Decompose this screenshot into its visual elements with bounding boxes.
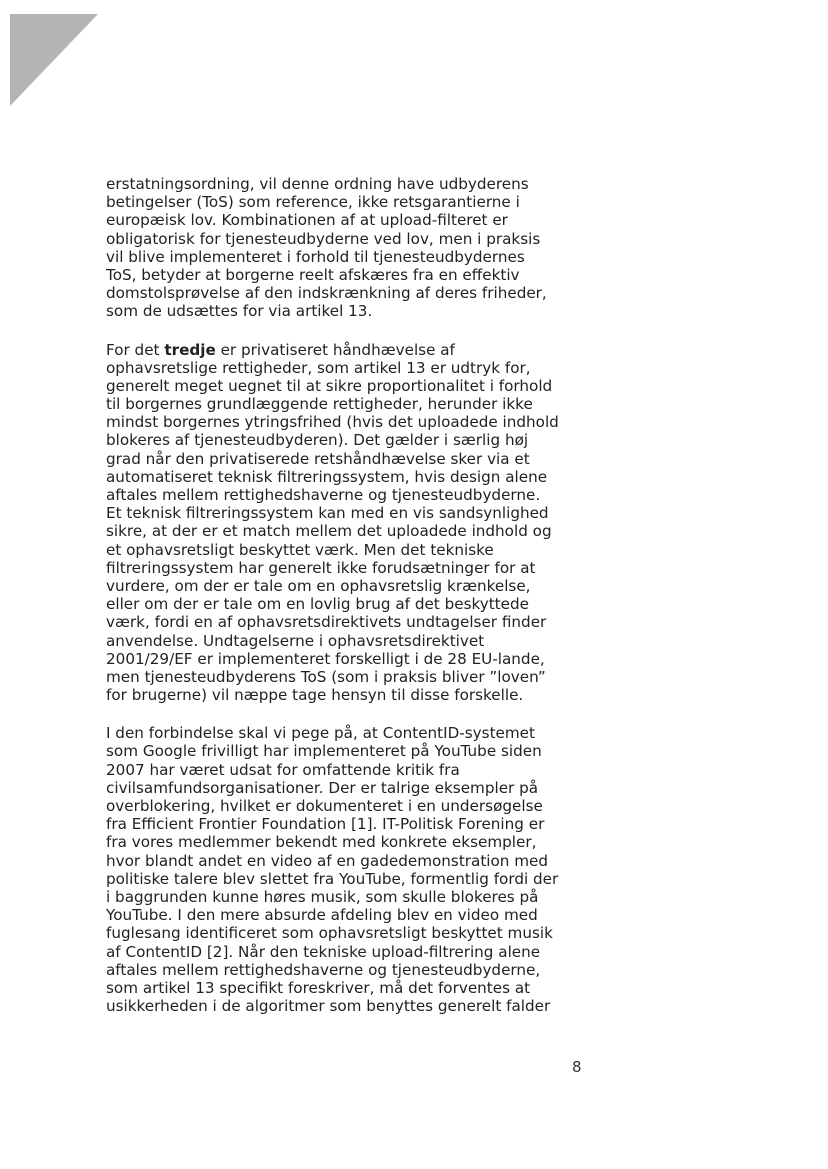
- text-line: fra Efficient Frontier Foundation [1]. IT-Politisk Forening er: [106, 815, 545, 834]
- text-line: filtreringssystem har generelt ikke forudsætninger for at: [106, 558, 536, 577]
- text-line: Et teknisk filtreringssystem kan med en vis sandsynlighed: [106, 504, 549, 523]
- text-line: erstatningsordning, vil denne ordning have udbyderens: [106, 175, 529, 193]
- text-line: i baggrunden kunne høres musik, som skulle blokeres på: [106, 887, 539, 906]
- text-line: politiske talere blev slettet fra YouTube, formentlig fordi der: [106, 869, 559, 888]
- text-line: I den forbindelse skal vi pege på, at ContentID-systemet: [106, 724, 535, 743]
- text-line: usikkerheden i de algoritmer som benyttes generelt falder: [106, 997, 551, 1016]
- text-line: for brugerne) vil næppe tage hensyn til disse forskelle.: [106, 686, 524, 705]
- text-line: fra vores medlemmer bekendt med konkrete eksempler,: [106, 833, 537, 852]
- text-line: eller om der er tale om en lovlig brug af det beskyttede: [106, 595, 529, 614]
- text-line: som de udsættes for via artikel 13.: [106, 302, 373, 321]
- text-line: domstolsprøvelse af den indskrænkning af deres friheder,: [106, 284, 547, 303]
- text-line: generelt meget uegnet til at sikre proportionalitet i forhold: [106, 376, 553, 395]
- text-line: 2007 har været udsat for omfattende kritik fra: [106, 760, 460, 779]
- text-line: men tjenesteudbyderens ToS (som i praksis bliver ”loven”: [106, 667, 546, 686]
- emphasis-tredje: tredje: [164, 340, 216, 359]
- text-line: vurdere, om der er tale om en ophavsretslig krænkelse,: [106, 576, 531, 595]
- text-line: sikre, at der er et match mellem det uploadede indhold og: [106, 522, 552, 541]
- text-line: betingelser (ToS) som reference, ikke retsgarantierne i: [106, 193, 520, 212]
- text-line: YouTube. I den mere absurde afdeling blev en video med: [106, 906, 538, 925]
- paragraph-2: [106, 341, 596, 705]
- text-line: civilsamfundsorganisationer. Der er talrige eksempler på: [106, 778, 539, 797]
- text-line: som artikel 13 specifikt foreskriver, må det forventes at: [106, 978, 531, 997]
- page-corner-fold: [10, 14, 98, 106]
- text-line: 2001/29/EF er implementeret forskelligt i de 28 EU-lande,: [106, 649, 545, 668]
- text-line: [106, 341, 596, 359]
- text-line: blokeres af tjenesteudbyderen). Det gælder i særlig høj: [106, 431, 529, 450]
- text-line: fuglesang identificeret som ophavsretsligt beskyttet musik: [106, 924, 553, 943]
- text-line: grad når den privatiserede retshåndhævelse sker via et: [106, 449, 530, 468]
- text-line: automatiseret teknisk filtreringssystem, hvis design alene: [106, 467, 548, 486]
- text-line: af ContentID [2]. Når den tekniske upload-filtrering alene: [106, 942, 541, 961]
- paragraph-3: [106, 724, 596, 1015]
- text-line: anvendelse. Undtagelserne i ophavsretsdirektivet: [106, 631, 485, 650]
- page-number: 8: [572, 1058, 582, 1076]
- text-line: aftales mellem rettighedshaverne og tjenesteudbyderne.: [106, 486, 541, 504]
- paragraph-1: [106, 175, 596, 321]
- text-line: hvor blandt andet en video af en gadedemonstration med: [106, 851, 549, 870]
- text-line: et ophavsretsligt beskyttet værk. Men det tekniske: [106, 540, 494, 559]
- text-line: aftales mellem rettighedshaverne og tjenesteudbyderne,: [106, 960, 541, 979]
- text-line: som Google frivilligt har implementeret på YouTube siden: [106, 742, 542, 761]
- text-line: vil blive implementeret i forhold til tjenesteudbydernes: [106, 247, 525, 266]
- text-fragment: er privatiseret håndhævelse af: [215, 340, 455, 359]
- text-line: ToS, betyder at borgerne reelt afskæres fra en effektiv: [106, 265, 520, 284]
- text-fragment: For det: [106, 340, 165, 359]
- text-line: til borgernes grundlæggende rettigheder, herunder ikke: [106, 395, 533, 414]
- text-line: mindst borgernes ytringsfrihed (hvis det uploadede indhold: [106, 413, 559, 432]
- text-line: europæisk lov. Kombinationen af at upload-filteret er: [106, 211, 508, 230]
- body-text: [106, 175, 596, 1015]
- text-line: obligatorisk for tjenesteudbyderne ved lov, men i praksis: [106, 229, 541, 248]
- text-line: værk, fordi en af ophavsretsdirektivets undtagelser finder: [106, 613, 547, 632]
- text-line: ophavsretslige rettigheder, som artikel 13 er udtryk for,: [106, 358, 531, 377]
- text-line: overblokering, hvilket er dokumenteret i en undersøgelse: [106, 797, 543, 815]
